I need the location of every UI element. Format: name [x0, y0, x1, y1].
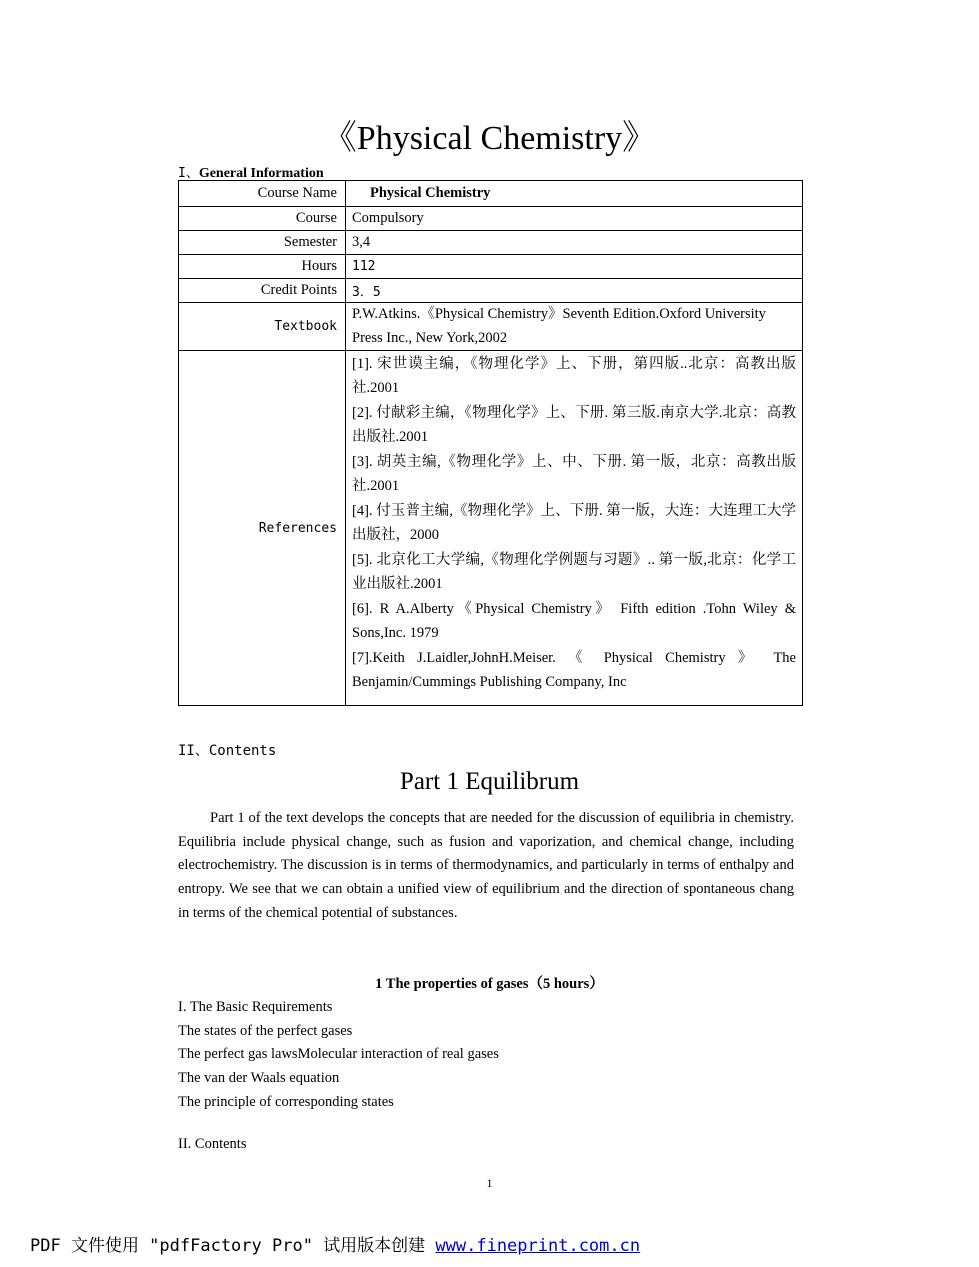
reference-item: [7].Keith J.Laidler,JohnH.Meiser. 《 Physical Chemistry 》 The Benjamin/Cummings Publishing Company, Inc: [352, 650, 796, 690]
semester-value: 3,4: [346, 231, 803, 255]
semester-label: Semester: [179, 231, 346, 255]
chapter-title: 1 The properties of gases（5 hours）: [375, 976, 604, 992]
reference-item: [1]. 宋世谟主编，《物理化学》上、下册，第四版..北京：高教出版社.2001: [352, 356, 796, 396]
textbook-label: Textbook: [179, 303, 346, 351]
credit-points-label: Credit Points: [179, 279, 346, 303]
course-label: Course: [179, 207, 346, 231]
requirements-heading: I. The Basic Requirements: [178, 999, 333, 1015]
reference-item: [3]. 胡英主编,《物理化学》上、中、下册. 第一版，北京：高教出版社.2001: [352, 454, 796, 494]
reference-item: [5]. 北京化工大学编,《物理化学例题与习题》.. 第一版,北京：化学工业出版社.2001: [352, 552, 796, 592]
textbook-line: Press Inc., New York,2002: [352, 329, 508, 346]
contents-heading: II. Contents: [178, 1136, 247, 1152]
section-heading-contents: II、Contents: [178, 743, 277, 759]
table-row: [179, 303, 803, 351]
reference-list: [352, 351, 796, 694]
part-intro-paragraph: Part 1 of the text develops the concepts that are needed for the discussion of equilibria in chemistry. Equilibria include physical change, such as fusion and vaporization, and chemical change, including electrochemistry. The discussion is in terms of thermodynamics, and particularly in terms of enthalpy and entropy. We see that we can obtain a unified view of equilibrium and the direction of spontaneous chang in terms of the chemical potential of substances.: [178, 810, 794, 921]
section-heading-general-info: [178, 162, 324, 182]
table-row: [179, 207, 803, 231]
requirement-item: The van der Waals equation: [178, 1070, 340, 1087]
reference-item: [2]. 付献彩主编，《物理化学》上、下册. 第三版.南京大学.北京：高教出版社.2001: [352, 405, 796, 445]
textbook-value: [346, 303, 803, 351]
page-number: 1: [486, 1176, 493, 1190]
section-number: I、: [178, 166, 199, 181]
footer-text: PDF 文件使用 "pdfFactory Pro" 试用版本创建: [30, 1236, 436, 1256]
requirement-item: The states of the perfect gases: [178, 1022, 353, 1039]
course-info-table: [178, 180, 803, 706]
table-row: [179, 351, 803, 706]
section-label: General Information: [198, 166, 324, 181]
references-label: References: [179, 351, 346, 706]
reference-item: [4]. 付玉普主编,《物理化学》上、下册. 第一版，大连：大连理工大学出版社，2000: [352, 503, 796, 543]
table-row: [179, 279, 803, 303]
requirements-block: [178, 996, 499, 1115]
table-row: [179, 255, 803, 279]
document-title: 《Physical Chemistry》: [322, 120, 657, 157]
credit-points-value: 3．5: [346, 279, 803, 303]
footer-link[interactable]: www.fineprint.com.cn: [435, 1236, 641, 1256]
requirement-item: The principle of corresponding states: [178, 1093, 394, 1110]
course-name-value: Physical Chemistry: [346, 181, 803, 207]
textbook-line: P.W.Atkins.《Physical Chemistry》Seventh Edition.Oxford University: [352, 306, 766, 322]
table-row: [179, 181, 803, 207]
part-title: Part 1 Equilibrum: [399, 768, 580, 795]
requirement-item: The perfect gas lawsMolecular interaction of real gases: [178, 1046, 499, 1063]
course-value: Compulsory: [346, 207, 803, 231]
pdf-watermark-footer: [30, 1231, 640, 1256]
hours-value: 112: [346, 255, 803, 279]
hours-label: Hours: [179, 255, 346, 279]
references-value: [346, 351, 803, 706]
reference-item: [6]. R A.Alberty《Physical Chemistry》 Fifth edition .Tohn Wiley & Sons,Inc. 1979: [352, 601, 796, 641]
table-row: [179, 231, 803, 255]
course-name-label: Course Name: [179, 181, 346, 207]
